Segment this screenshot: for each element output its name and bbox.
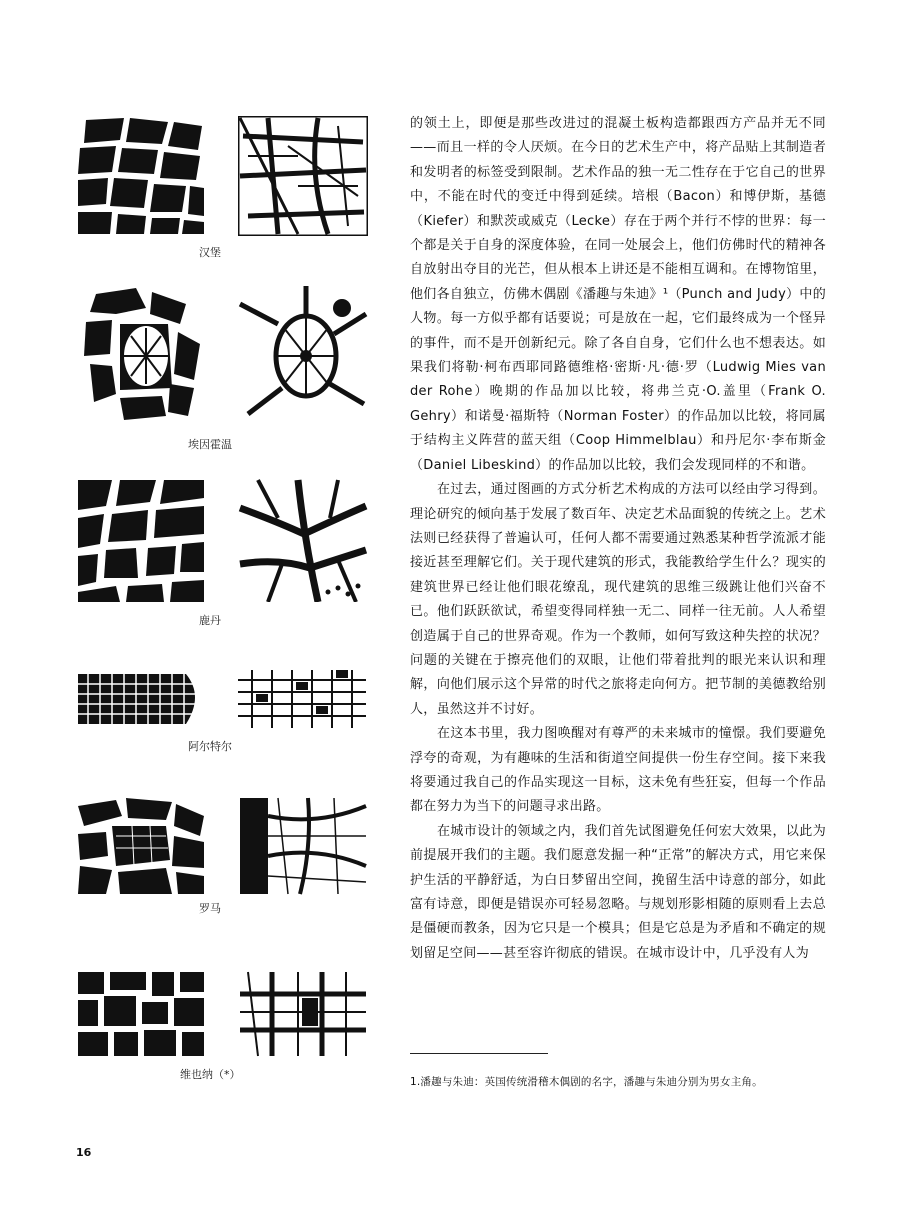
figure-ground-plan [76,284,206,424]
paragraph: 在这本书里，我力图唤醒对有尊严的未来城市的憧憬。我们要避免浮夸的奇观，为有趣味的生活和街道空间提供一份生存空间。接下来我将要通过我自己的作品实现这一目标，这未免有些狂妄，但每一个作品都在努力为当下的问题寻求出路。 [410,726,826,815]
figure-ground-plan [76,478,206,602]
figure-ground-plan [76,970,206,1058]
figure-street-plan [236,666,368,732]
figure-caption: 埃因霍温 [188,438,232,451]
paragraph: 在过去，通过图画的方式分析艺术构成的方法可以经由学习得到。理论研究的倾向基于发展了数百年、决定艺术品面貌的传统之上。艺术法则已经获得了普遍认可，任何人都不需要通过熟悉某种哲学流派才能接近甚至理解它们。关于现代建筑的形式，我能教给学生什么？现实的建筑世界已经让他们眼花缭乱，现代建筑的思维三级跳让他们兴奋不已。他们跃跃欲试，希望变得同样独一无二、同样一往无前。人人希望创造属于自己的世界奇观。作为一个教师，如何写致这种失控的状况？问题的关键在于擦亮他们的双眼，让他们带着批判的眼光来认识和理解，向他们展示这个异常的时代之旅将走向何方。把节制的美德教给别人，虽然这并不讨好。 [410,482,826,717]
figure-eindhoven [76,284,368,424]
paragraph: 在城市设计的领域之内，我们首先试图避免任何宏大效果，以此为前提展开我们的主题。我们愿意发掘一种“正常”的解决方式，用它来保护生活的平静舒适，为白日梦留出空间，挽留生活中诗意的部分，如此富有诗意，即便是错误亦可轻易忽略。与规划形影相随的原则看上去总是僵硬而教条，因为它只是一个模具；但是它总是为矛盾和不确定的规划留足空间——甚至容许彻底的错误。在城市设计中，几乎没有人为 [410,823,826,961]
footnote: 1.潘趣与朱迪：英国传统滑稽木偶剧的名字，潘趣与朱迪分别为男女主角。 [410,1076,763,1088]
paragraph: 的领土上，即便是那些改进过的混凝土板构造都跟西方产品并无不同——而且一样的令人厌烦。在今日的艺术生产中，将产品贴上其制造者和发明者的标签受到限制。艺术作品的独一无二性存在于它自己的世界中，不能在时代的变迁中得到延续。培根（Bacon）和博伊斯，基德（Kiefer）和默茨或威克（Lecke）存在于两个并行不悖的世界：每一个都是关于自身的深度体验，在同一处展会上，他们仿佛时代的精神各自放射出夺目的光芒，但从根本上讲还是不能相互调和。在博物馆里，他们各自独立，仿佛木偶剧《潘趣与朱迪》¹（Punch and Judy）中的人物。每一方似乎都有话要说；可是放在一起，它们最终成为一个怪异的事件，而不是开创新纪元。除了各自自身，它们什么也不想表达。如果我们将勒·柯布西耶同路德维格·密斯·凡·德·罗（Ludwig Mies van der Rohe）晚期的作品加以比较，将弗兰克·O.盖里（Frank O. Gehry）和诺曼·福斯特（Norman Foster）的作品加以比较，将同属于结构主义阵营的蓝天组（Coop Himmelblau）和丹尼尔·李布斯金（Daniel Libeskind）的作品加以比较，我们会发现同样的不和谐。 [410,116,826,473]
page-number: 16 [76,1146,92,1159]
figure-ground-plan [76,666,208,732]
footnote-rule [410,1053,548,1054]
figure-rome [76,796,368,896]
figure-caption: 汉堡 [199,246,221,259]
figure-hamburg [76,116,368,236]
figure-ground-plan [76,796,206,896]
figure-street-plan [238,970,368,1058]
figure-street-plan [238,116,368,236]
figure-caption: 鹿丹 [199,614,221,627]
body-text [410,112,826,966]
figure-caption: 阿尔特尔 [188,740,232,753]
figure-caption: 罗马 [199,902,221,915]
figure-altel [76,666,368,732]
figure-ground-plan [76,116,206,236]
figure-vienna [76,970,368,1058]
figure-street-plan [238,478,368,602]
figure-rotterdam [76,478,368,602]
figure-caption: 维也纳（*） [180,1068,241,1081]
figure-street-plan [238,284,368,424]
figure-street-plan [238,796,368,896]
